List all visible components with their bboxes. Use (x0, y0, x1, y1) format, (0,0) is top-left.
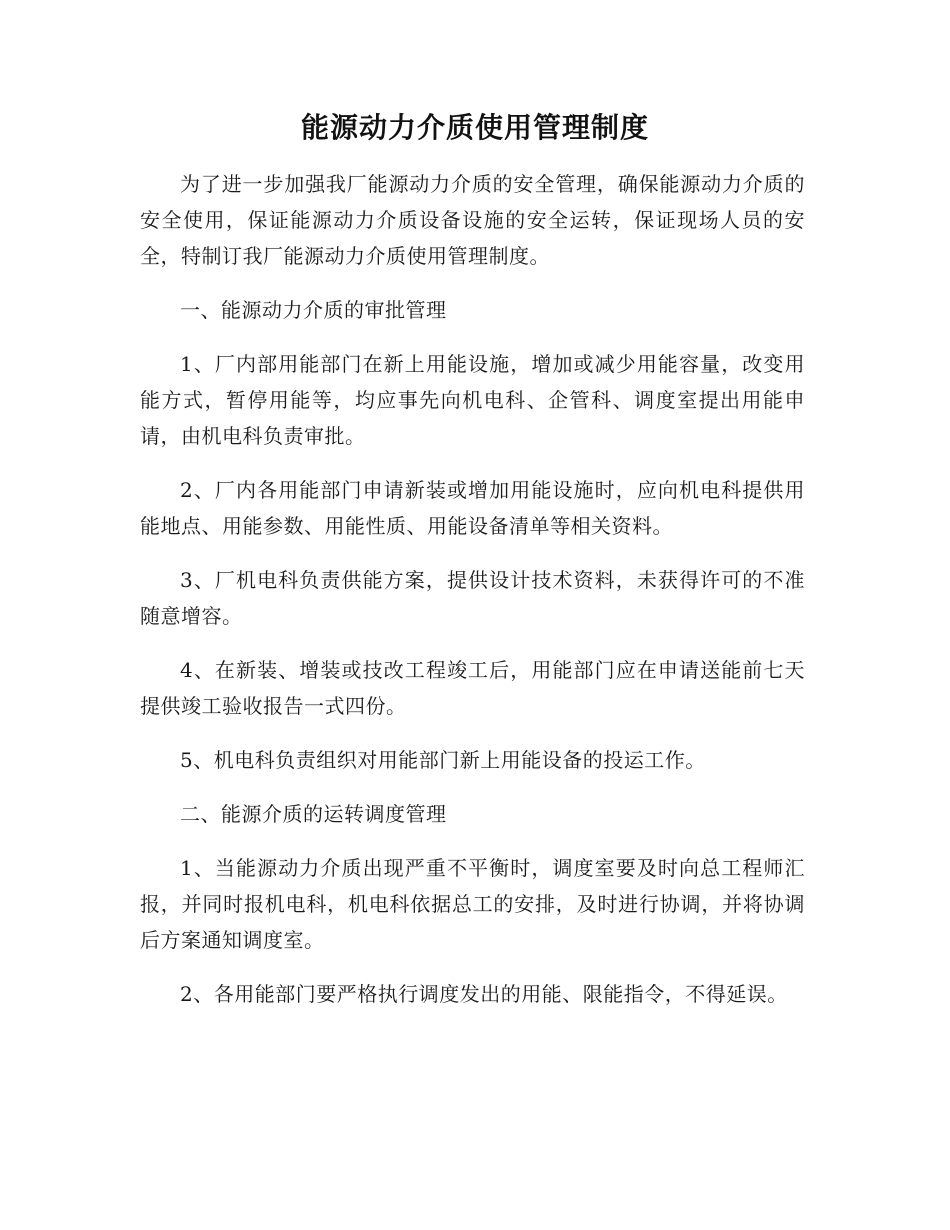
approval-item-2: 2、厂内各用能部门申请新装或增加用能设施时，应向机电科提供用能地点、用能参数、用能性质、用能设备清单等相关资料。 (140, 478, 805, 538)
dispatch-item-1: 1、当能源动力介质出现严重不平衡时，调度室要及时向总工程师汇报，并同时报机电科，机电科依据总工的安排，及时进行协调，并将协调后方案通知调度室。 (140, 856, 805, 952)
section-heading-dispatch: 二、能源介质的运转调度管理 (180, 802, 447, 826)
dispatch-item-2: 2、各用能部门要严格执行调度发出的用能、限能指令，不得延误。 (180, 982, 788, 1006)
approval-item-1: 1、厂内部用能部门在新上用能设施，增加或减少用能容量，改变用能方式，暂停用能等，均应事先向机电科、企管科、调度室提出用能申请，由机电科负责审批。 (140, 352, 805, 448)
approval-item-4: 4、在新装、增装或技改工程竣工后，用能部门应在申请送能前七天提供竣工验收报告一式四份。 (140, 658, 805, 718)
document-title: 能源动力介质使用管理制度 (300, 111, 649, 144)
section-heading-approval: 一、能源动力介质的审批管理 (180, 298, 447, 322)
intro-paragraph: 为了进一步加强我厂能源动力介质的安全管理，确保能源动力介质的安全使用，保证能源动力介质设备设施的安全运转，保证现场人员的安全，特制订我厂能源动力介质使用管理制度。 (140, 172, 805, 268)
approval-item-3: 3、厂机电科负责供能方案，提供设计技术资料，未获得许可的不准随意增容。 (140, 568, 805, 628)
document-body (140, 166, 805, 1030)
approval-item-5: 5、机电科负责组织对用能部门新上用能设备的投运工作。 (180, 748, 706, 772)
